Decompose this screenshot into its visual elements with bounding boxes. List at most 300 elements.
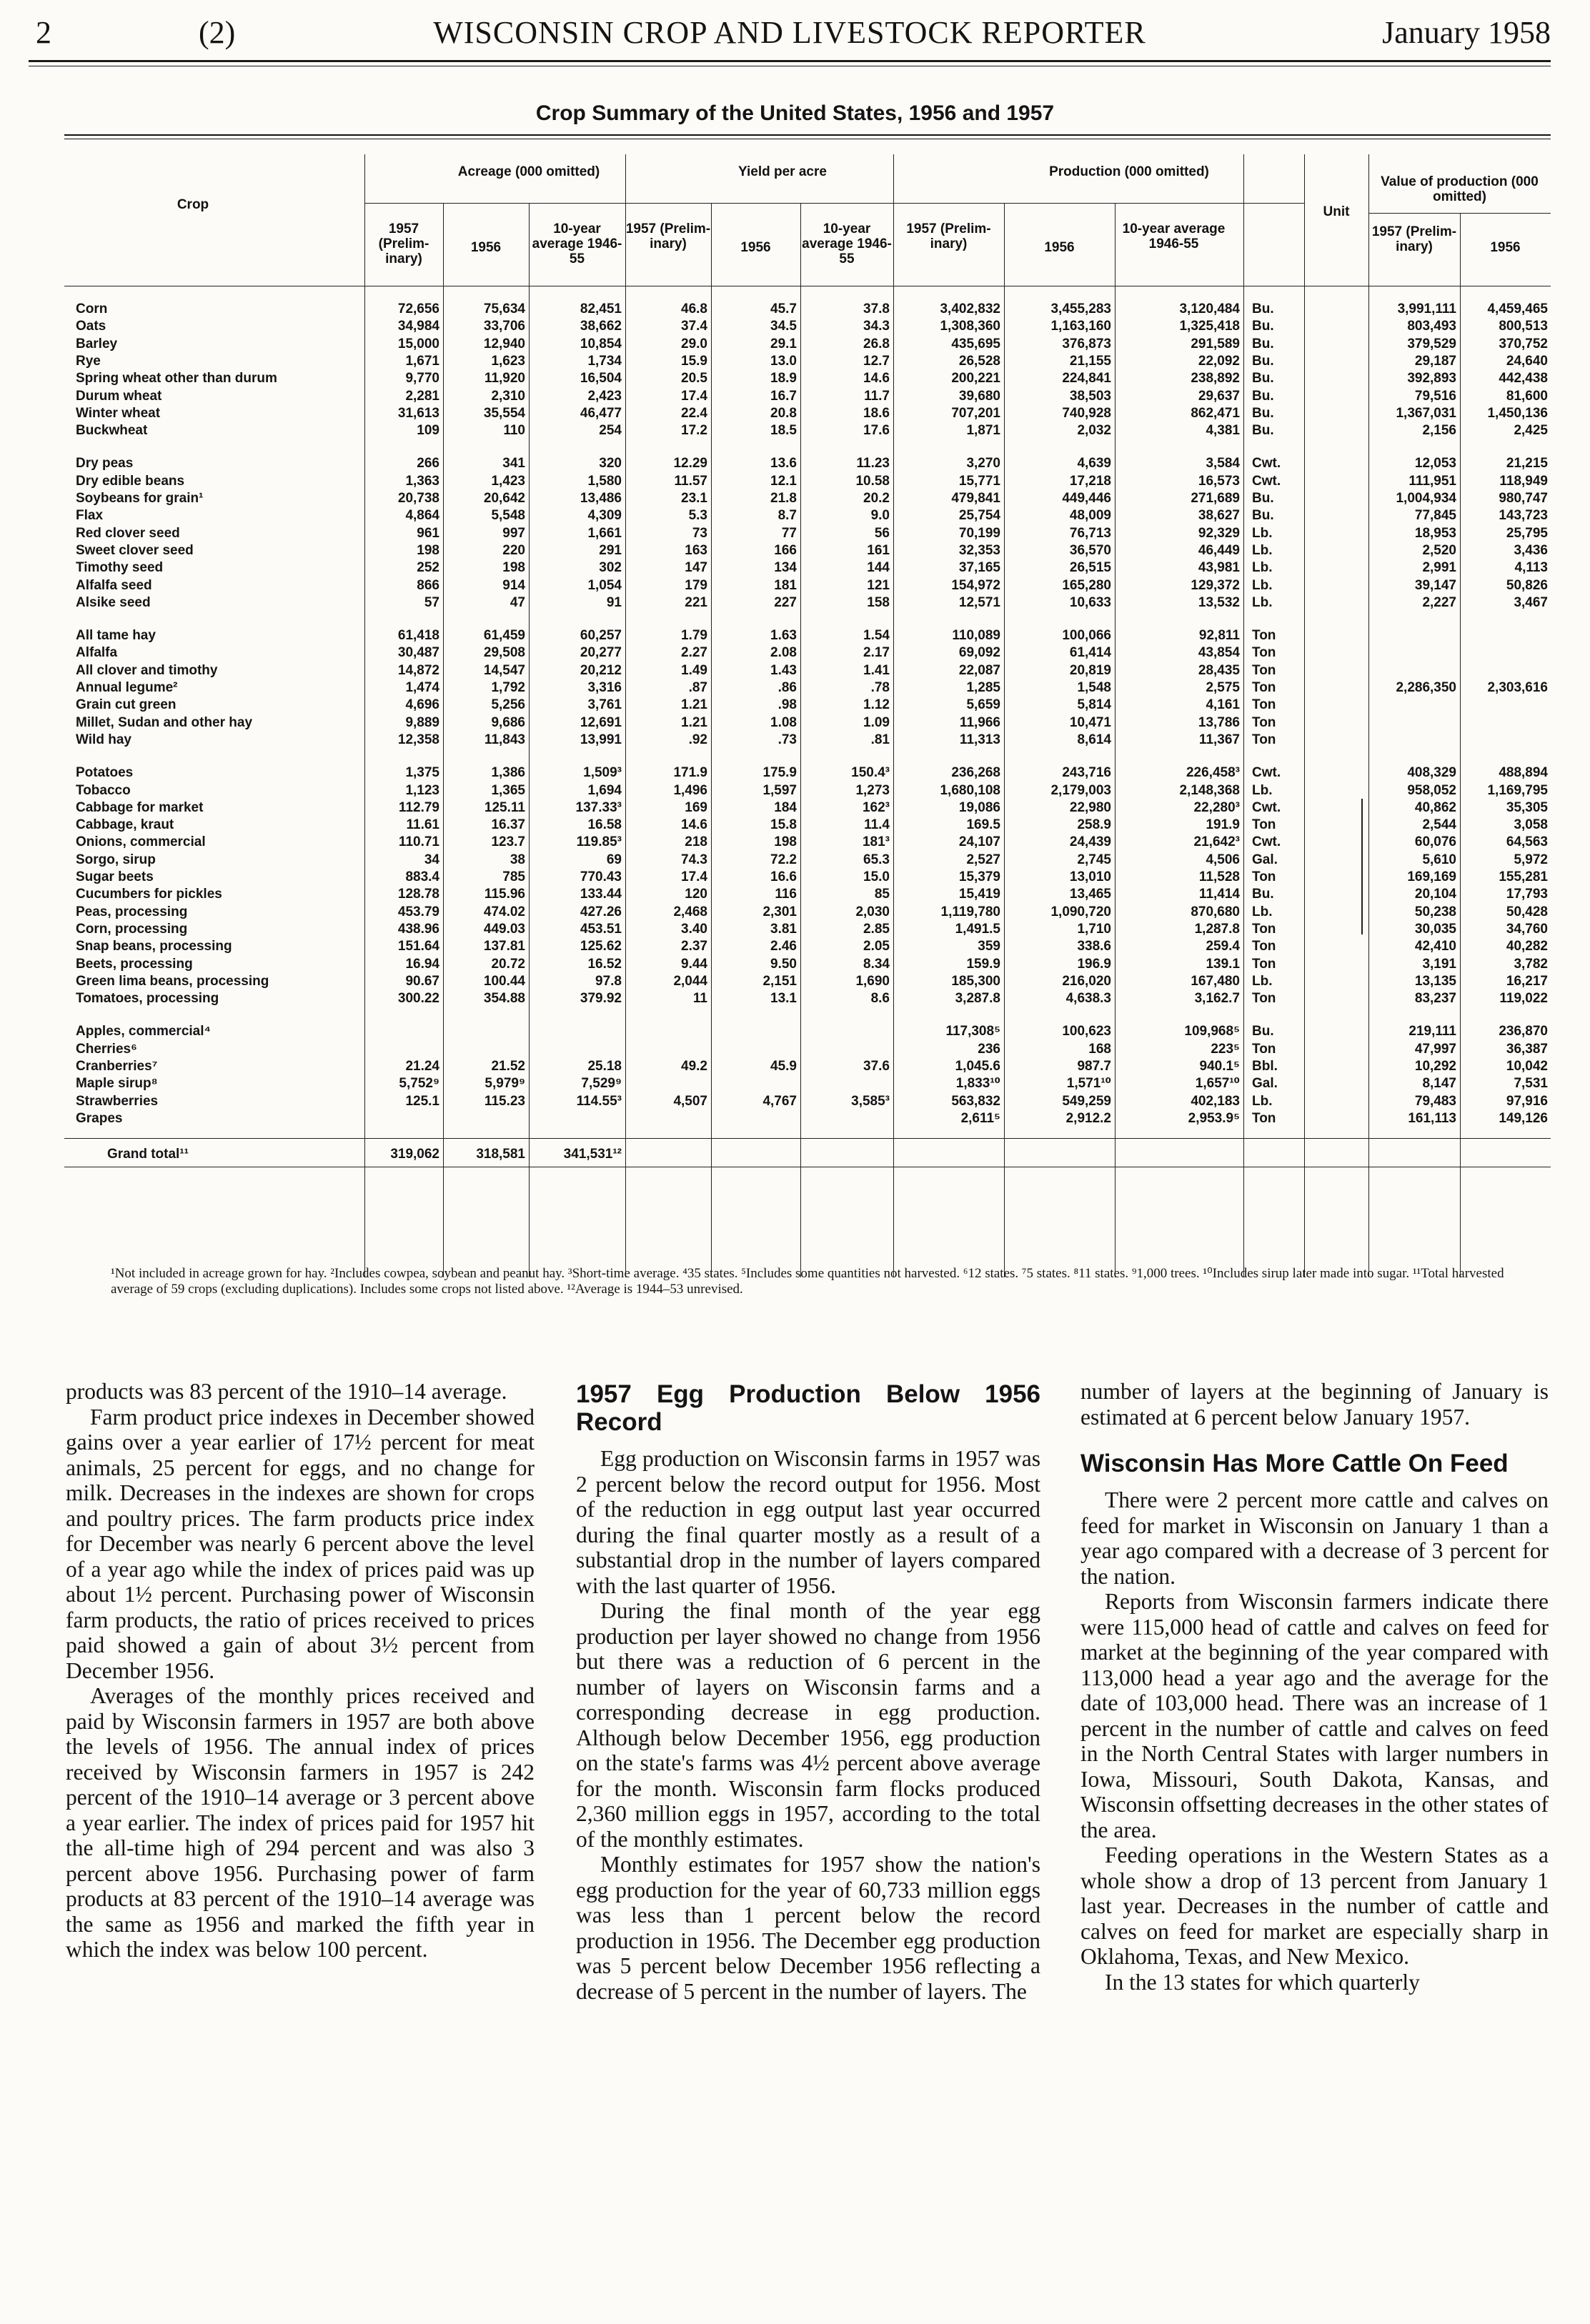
crop-name: All clover and timothy	[76, 662, 218, 678]
table-row	[64, 542, 1551, 560]
issue-number: (2)	[199, 15, 236, 50]
cell-a10: 379.92	[580, 991, 622, 1007]
cell-v57: 1,367,031	[1396, 405, 1456, 421]
cell-a57: 57	[424, 594, 439, 610]
cell-y10: 158	[867, 594, 890, 610]
cell-a10: 114.55³	[576, 1093, 622, 1109]
cell-a57: 90.67	[405, 973, 439, 989]
cell-y57: 15.9	[681, 353, 707, 369]
cell-y56: 1.63	[770, 628, 797, 644]
cell-v56: 36,387	[1506, 1041, 1548, 1057]
crop-name: Cucumbers for pickles	[76, 887, 222, 902]
cell-a10: 320	[599, 456, 622, 472]
cell-a56: 11,920	[484, 371, 525, 386]
sub-header-value-1957: 1957 (Prelim- inary)	[1371, 224, 1457, 254]
cell-p57: 1,308,360	[940, 319, 1000, 334]
cell-v56: 1,450,136	[1487, 405, 1548, 421]
cell-y57: 3.40	[681, 921, 707, 937]
cell-p10: 22,280³	[1193, 799, 1240, 815]
cell-p57: 39,680	[958, 388, 1000, 404]
crop-name: Onions, commercial	[76, 834, 206, 850]
cell-y57: 23.1	[681, 491, 707, 506]
cell-a56: 1,623	[491, 353, 525, 369]
grand-total-a57: 319,062	[390, 1147, 439, 1162]
cell-y56: 16.7	[770, 388, 797, 404]
cell-v57: 392,893	[1407, 371, 1456, 386]
cell-y57: 1.79	[681, 628, 707, 644]
cell-y56: 16.6	[770, 869, 797, 884]
cell-v57: 5,610	[1422, 852, 1456, 867]
crop-name: Annual legume²	[76, 680, 178, 695]
crop-name: Durum wheat	[76, 388, 162, 404]
cell-unit: Bu.	[1252, 423, 1274, 439]
cell-unit: Gal.	[1252, 852, 1278, 867]
cell-a56: 115.23	[484, 1093, 525, 1109]
cell-y57: .87	[688, 680, 707, 695]
cell-a56: 29,508	[483, 645, 525, 661]
cell-p56: 740,928	[1062, 405, 1111, 421]
cell-a56: 341	[502, 456, 525, 472]
cell-unit: Gal.	[1252, 1076, 1278, 1092]
table-row	[64, 317, 1551, 336]
cell-p10: 4,381	[1206, 423, 1240, 439]
cell-a56: 1,365	[491, 782, 525, 798]
cell-y56: 175.9	[762, 765, 797, 781]
cell-v57: 40,862	[1414, 799, 1456, 815]
cell-v56: 488,894	[1499, 765, 1548, 781]
cell-v57: 47,997	[1414, 1041, 1456, 1057]
cell-unit: Lb.	[1252, 577, 1273, 593]
cell-v56: 40,282	[1506, 939, 1548, 954]
cell-v57: 20,104	[1414, 887, 1456, 902]
cell-p56: 17,218	[1069, 473, 1111, 489]
cell-p57: 1,680,108	[940, 782, 1000, 798]
cell-v57: 219,111	[1408, 1024, 1456, 1039]
cell-a10: 1,661	[587, 525, 622, 541]
cell-v56: 3,467	[1514, 594, 1548, 610]
cell-a56: 5,256	[491, 697, 525, 713]
crop-name: Flax	[76, 508, 104, 524]
cell-y10: 144	[867, 560, 890, 576]
table-row	[64, 782, 1551, 800]
cell-a10: 1,580	[587, 473, 622, 489]
cell-y56: 8.7	[777, 508, 797, 524]
cell-a56: 14,547	[483, 662, 525, 678]
publication-title: WISCONSIN CROP AND LIVESTOCK REPORTER	[433, 15, 1146, 50]
cell-a56: 33,706	[483, 319, 525, 334]
cell-unit: Bu.	[1252, 405, 1274, 421]
cell-unit: Ton	[1252, 697, 1276, 713]
cell-v56: 119,022	[1499, 991, 1548, 1007]
sub-header-acreage-1957: 1957 (Prelim- inary)	[378, 221, 429, 266]
cell-p57: 236	[978, 1041, 1000, 1057]
cell-v57: 2,544	[1422, 817, 1456, 833]
cell-p56: 22,980	[1069, 799, 1111, 815]
crop-name: Alfalfa seed	[76, 577, 152, 593]
cell-y57: 1.21	[681, 697, 707, 713]
table-row	[64, 454, 1551, 473]
cell-y10: 34.3	[863, 319, 890, 334]
cell-p10: 271,689	[1191, 491, 1240, 506]
cell-p56: 1,090,720	[1050, 904, 1111, 919]
cell-unit: Lb.	[1252, 525, 1273, 541]
cell-p56: 8,614	[1077, 732, 1111, 747]
cell-y10: 1,273	[855, 782, 890, 798]
cell-a57: 198	[417, 542, 439, 558]
cell-v57: 79,516	[1414, 388, 1456, 404]
table-row	[64, 559, 1551, 577]
cell-y56: 13.0	[770, 353, 797, 369]
sub-header-yield-1957: 1957 (Prelim- inary)	[625, 221, 711, 251]
cell-y57: 2,468	[673, 904, 707, 919]
cell-v57: 169,169	[1407, 869, 1456, 884]
cell-y10: .78	[870, 680, 890, 695]
cell-a10: 291	[599, 542, 622, 558]
cell-unit: Ton	[1252, 680, 1276, 695]
cell-p10: 129,372	[1191, 577, 1240, 593]
cell-y10: 10.58	[855, 473, 890, 489]
cell-y10: 20.2	[863, 491, 890, 506]
cell-p10: 4,161	[1206, 697, 1240, 713]
cell-v57: 12,053	[1414, 456, 1456, 472]
table-title: Crop Summary of the United States, 1956 and 1957	[535, 101, 1055, 125]
cell-a10: 38,662	[580, 319, 622, 334]
cell-a57: 1,474	[405, 680, 439, 695]
cell-a57: 4,696	[405, 697, 439, 713]
table-row	[64, 1109, 1551, 1128]
table-row	[64, 352, 1551, 371]
grand-total-label: Grand total¹¹	[107, 1147, 189, 1162]
crop-name: Cabbage, kraut	[76, 817, 174, 833]
crop-name: Corn, processing	[76, 921, 188, 937]
cell-unit: Bu.	[1252, 336, 1274, 351]
crop-name: Green lima beans, processing	[76, 973, 269, 989]
cell-unit: Cwt.	[1252, 834, 1281, 850]
cell-v57: 42,410	[1414, 939, 1456, 954]
cell-p10: 2,575	[1206, 680, 1240, 695]
cell-a10: 16.52	[587, 956, 622, 972]
table-row	[64, 369, 1551, 388]
cell-a57: 109	[417, 423, 439, 439]
cell-y56: 1,597	[762, 782, 797, 798]
cell-unit: Cwt.	[1252, 765, 1281, 781]
paragraph: Feeding operations in the Western States as a whole show a drop of 13 percent from January 1 last year. Decreases in the number of cattle and calves on feed for market are especially sharp in Oklahoma, Texas, and New Mexico.	[1080, 1842, 1549, 1969]
cell-p57: 3,287.8	[955, 991, 1000, 1007]
cell-v56	[1441, 662, 1548, 680]
cell-p56: 36,570	[1069, 542, 1111, 558]
cell-p10: 259.4	[1206, 939, 1240, 954]
table-row	[64, 300, 1551, 319]
cell-v56: 155,281	[1499, 869, 1548, 884]
col-header-yield: Yield per acre	[738, 164, 827, 179]
cell-a57: 1,363	[405, 473, 439, 489]
cell-v56: 370,752	[1499, 336, 1548, 351]
cell-p56: 10,633	[1069, 594, 1111, 610]
cell-y57: 4,507	[673, 1093, 707, 1109]
cell-v56: 3,436	[1514, 542, 1548, 558]
cell-y57: .92	[688, 732, 707, 747]
paragraph: In the 13 states for which quarterly	[1105, 1969, 1420, 1995]
crop-name: Beets, processing	[76, 956, 193, 972]
cell-y57: 171.9	[673, 765, 707, 781]
cell-y56: 2.46	[770, 939, 797, 954]
cell-a10: 91	[606, 594, 622, 610]
cell-y57: 1,496	[673, 782, 707, 798]
cell-p10: 22,092	[1198, 353, 1240, 369]
cell-p56: 3,455,283	[1050, 301, 1111, 316]
cell-p56: 258.9	[1077, 817, 1111, 833]
cell-a57: 12,358	[397, 732, 439, 747]
col-header-production: Production (000 omitted)	[1049, 164, 1209, 179]
cell-y56: 116	[775, 887, 797, 902]
cell-y56	[690, 1022, 797, 1041]
cell-y10	[782, 1022, 890, 1041]
cell-y56: .86	[777, 680, 797, 695]
crop-name: Strawberries	[76, 1093, 159, 1109]
cell-a10: 16,504	[580, 371, 622, 386]
table-row	[64, 387, 1551, 406]
cell-a56: 21.52	[491, 1059, 525, 1074]
cell-y10: 2.05	[863, 939, 890, 954]
cell-y10: 1,690	[855, 973, 890, 989]
cell-y57: 11	[692, 991, 707, 1007]
table-row	[64, 489, 1551, 508]
cell-v56: 7,531	[1514, 1076, 1548, 1092]
cell-a57: 21.24	[405, 1059, 439, 1074]
cell-p10: 402,183	[1191, 1093, 1240, 1109]
cell-a56: 997	[502, 525, 525, 541]
cell-p57: 1,491.5	[955, 921, 1000, 937]
crop-name: Grapes	[76, 1110, 123, 1126]
cell-y10: 18.6	[863, 405, 890, 421]
cell-a10: 302	[599, 560, 622, 576]
cell-y56: .98	[777, 697, 797, 713]
cell-v56	[1441, 627, 1548, 645]
table-row	[64, 594, 1551, 612]
cell-unit: Cwt.	[1252, 456, 1281, 472]
cell-p56: 243,716	[1062, 765, 1111, 781]
cell-p57: 1,285	[966, 680, 1000, 695]
cell-y56: 45.7	[770, 301, 797, 316]
cell-y56: 18.5	[770, 423, 797, 439]
cell-p57: 37,165	[958, 560, 1000, 576]
cell-y57: 9.44	[681, 956, 707, 972]
issue-date: January 1958	[1382, 15, 1551, 50]
table-row	[64, 507, 1551, 525]
cell-p10: 46,449	[1198, 542, 1240, 558]
cell-a57: 61,418	[397, 628, 439, 644]
cell-p56: 165,280	[1062, 577, 1111, 593]
cell-y57: 12.29	[673, 456, 707, 472]
cell-a56: 9,686	[491, 714, 525, 730]
cell-a10: 133.44	[580, 887, 622, 902]
cell-v57: 379,529	[1407, 336, 1456, 351]
cell-y56	[690, 1040, 797, 1059]
cell-y10: 2.85	[863, 921, 890, 937]
cell-p10: 11,414	[1198, 887, 1240, 902]
cell-p56: 100,066	[1062, 628, 1111, 644]
cell-y57: 20.5	[681, 371, 707, 386]
cell-p10: 167,480	[1191, 973, 1240, 989]
cell-y57: 17.4	[681, 388, 707, 404]
cell-p56: 21,155	[1069, 353, 1111, 369]
crop-name: Alfalfa	[76, 645, 118, 661]
cell-a57: 961	[417, 525, 439, 541]
cell-unit: Bu.	[1252, 319, 1274, 334]
cell-y56: 12.1	[770, 473, 797, 489]
cell-y56: 181	[774, 577, 797, 593]
cell-y10: 1.09	[863, 714, 890, 730]
cell-p56: 2,745	[1077, 852, 1111, 867]
cell-p57: 32,353	[958, 542, 1000, 558]
cell-unit: Lb.	[1252, 560, 1273, 576]
cell-p56: 20,819	[1069, 662, 1111, 678]
table-row	[64, 868, 1551, 887]
cell-y56: 72.2	[770, 852, 797, 867]
cell-p56: 449,446	[1062, 491, 1111, 506]
cell-unit: Ton	[1252, 921, 1276, 937]
cell-a56: 2,310	[491, 388, 525, 404]
cell-y10: 17.6	[863, 423, 890, 439]
cell-a56: 35,554	[483, 405, 525, 421]
cell-y56: 29.1	[770, 336, 797, 351]
cell-y56: 20.8	[770, 405, 797, 421]
cell-v57: 83,237	[1414, 991, 1456, 1007]
grand-total-row	[64, 1145, 1551, 1164]
cell-p56: 76,713	[1069, 525, 1111, 541]
cell-a57: 34,984	[397, 319, 439, 334]
cell-unit: Ton	[1252, 869, 1276, 884]
cell-a10: 119.85³	[576, 834, 622, 850]
cell-y57: 2.27	[681, 645, 707, 661]
cell-p57: 3,270	[966, 456, 1000, 472]
article-prices-continued	[66, 1379, 535, 1963]
cell-p10: 43,854	[1198, 645, 1240, 661]
cell-unit: Ton	[1252, 991, 1276, 1007]
cell-y56: 198	[774, 834, 797, 850]
cell-a56: 123.7	[491, 834, 525, 850]
cell-p56: 100,623	[1062, 1024, 1111, 1039]
cell-y57: 221	[685, 594, 707, 610]
cell-unit: Ton	[1252, 662, 1276, 678]
cell-p57: 1,119,780	[940, 904, 1000, 919]
cell-a56: 914	[502, 577, 525, 593]
cell-a57: 11.61	[406, 817, 439, 833]
cell-y10: 161	[867, 542, 890, 558]
table-row	[64, 679, 1551, 697]
cell-y10: 121	[867, 577, 890, 593]
cell-y56: 1.08	[770, 714, 797, 730]
cell-y56: 21.8	[770, 491, 797, 506]
cell-v57: 77,845	[1414, 508, 1456, 524]
table-row	[64, 764, 1551, 782]
cell-v57: 2,227	[1422, 594, 1456, 610]
cell-p56: 1,710	[1077, 921, 1111, 937]
cell-p10: 223⁵	[1211, 1041, 1240, 1057]
paragraph: Averages of the monthly prices received and paid by Wisconsin farmers in 1957 are both above the levels of 1956. The annual index of prices received by Wisconsin farmers in 1957 is 242 percent of the 1910–14 average or 3 percent above a year earlier. The index of prices paid for 1957 hit the all-time high of 294 percent and was also 3 percent above 1956. Purchasing power of farm products at 83 percent of the 1910–14 average was the same as 1956 and marked the fifth year in which the index was below 100 percent.	[66, 1683, 535, 1962]
cell-a10: 453.51	[580, 921, 622, 937]
cell-p57: 117,308⁵	[945, 1024, 1000, 1039]
table-row	[64, 1092, 1551, 1111]
cell-a10: 13,486	[580, 491, 622, 506]
cell-p57: 12,571	[958, 594, 1000, 610]
cell-a57: 16.94	[405, 956, 439, 972]
crop-name: All tame hay	[76, 628, 156, 644]
sub-header-yield-1956: 1956	[740, 240, 771, 255]
cell-y10: 14.6	[863, 371, 890, 386]
cell-v57: 60,076	[1414, 834, 1456, 850]
cell-p10: 28,435	[1198, 662, 1240, 678]
cell-a10: 1,694	[587, 782, 622, 798]
cell-a56: 11,843	[484, 732, 525, 747]
masthead-rule	[29, 60, 1551, 62]
cell-a56: 47	[510, 594, 525, 610]
cell-a56: 75,634	[483, 301, 525, 316]
cell-p57: 22,087	[958, 662, 1000, 678]
cell-a56: 198	[502, 560, 525, 576]
cell-a10: 1,509³	[583, 765, 622, 781]
cell-a10: 3,761	[587, 697, 622, 713]
cell-v56: 3,058	[1514, 817, 1548, 833]
cell-y56: 9.50	[770, 956, 797, 972]
cell-y56	[690, 1074, 797, 1093]
cell-a57: 72,656	[397, 301, 439, 316]
cell-p10: 13,532	[1198, 594, 1240, 610]
cell-v57: 8,147	[1422, 1076, 1456, 1092]
table-row	[64, 1057, 1551, 1076]
cell-p10: 870,680	[1191, 904, 1240, 919]
table-row	[64, 404, 1551, 423]
cell-a56: 110	[503, 423, 525, 439]
cell-p10: 2,148,368	[1179, 782, 1240, 798]
cell-a56: 449.03	[483, 921, 525, 937]
cell-p57: 24,107	[958, 834, 1000, 850]
table-row	[64, 524, 1551, 543]
cell-p10: 92,329	[1198, 525, 1240, 541]
cell-a56: 1,423	[491, 473, 525, 489]
cell-p57: 2,527	[966, 852, 1000, 867]
table-row	[64, 1074, 1551, 1093]
cell-a57: 252	[417, 560, 439, 576]
crop-name: Peas, processing	[76, 904, 188, 919]
cell-p10: 21,642³	[1193, 834, 1240, 850]
cell-a57: 4,864	[405, 508, 439, 524]
table-row	[64, 731, 1551, 749]
table-row	[64, 955, 1551, 974]
cell-p10: 11,367	[1198, 732, 1240, 747]
col-header-acreage: Acreage (000 omitted)	[457, 164, 600, 179]
cell-v56: 2,303,616	[1487, 680, 1548, 695]
cell-unit: Lb.	[1252, 594, 1273, 610]
crop-name: Millet, Sudan and other hay	[76, 714, 253, 730]
cell-y57: 2,044	[673, 973, 707, 989]
cell-a57: 151.64	[397, 939, 439, 954]
cell-y10: 3,585³	[851, 1093, 890, 1109]
cell-p57: 11,966	[959, 714, 1000, 730]
cell-a56: 220	[502, 542, 525, 558]
cell-p57: 563,832	[951, 1093, 1000, 1109]
cell-p56: 4,639	[1077, 456, 1111, 472]
cell-p57: 26,528	[958, 353, 1000, 369]
article-egg-production	[576, 1380, 1040, 2004]
cell-unit: Bu.	[1252, 1024, 1274, 1039]
table-footnotes: ¹Not included in acreage grown for hay. ²Includes cowpea, soybean and peanut hay. ³Short-time average. ⁴35 states. ⁵Includes some quantities not harvested. ⁶12 states. ⁷5 states. ⁸11 states. ⁹1,000 trees. ¹⁰Includes sirup later made into sugar. ¹¹Total harvested average of 59 crops (excluding duplications). Includes some crops not listed above. ¹²Average is 1944–53 unrevised.	[111, 1266, 1504, 1297]
cell-unit: Bu.	[1252, 887, 1274, 902]
cell-unit: Lb.	[1252, 973, 1273, 989]
cell-y57: 120	[685, 887, 707, 902]
crop-summary-table	[64, 134, 1551, 1277]
cell-y57: 1.49	[681, 662, 707, 678]
